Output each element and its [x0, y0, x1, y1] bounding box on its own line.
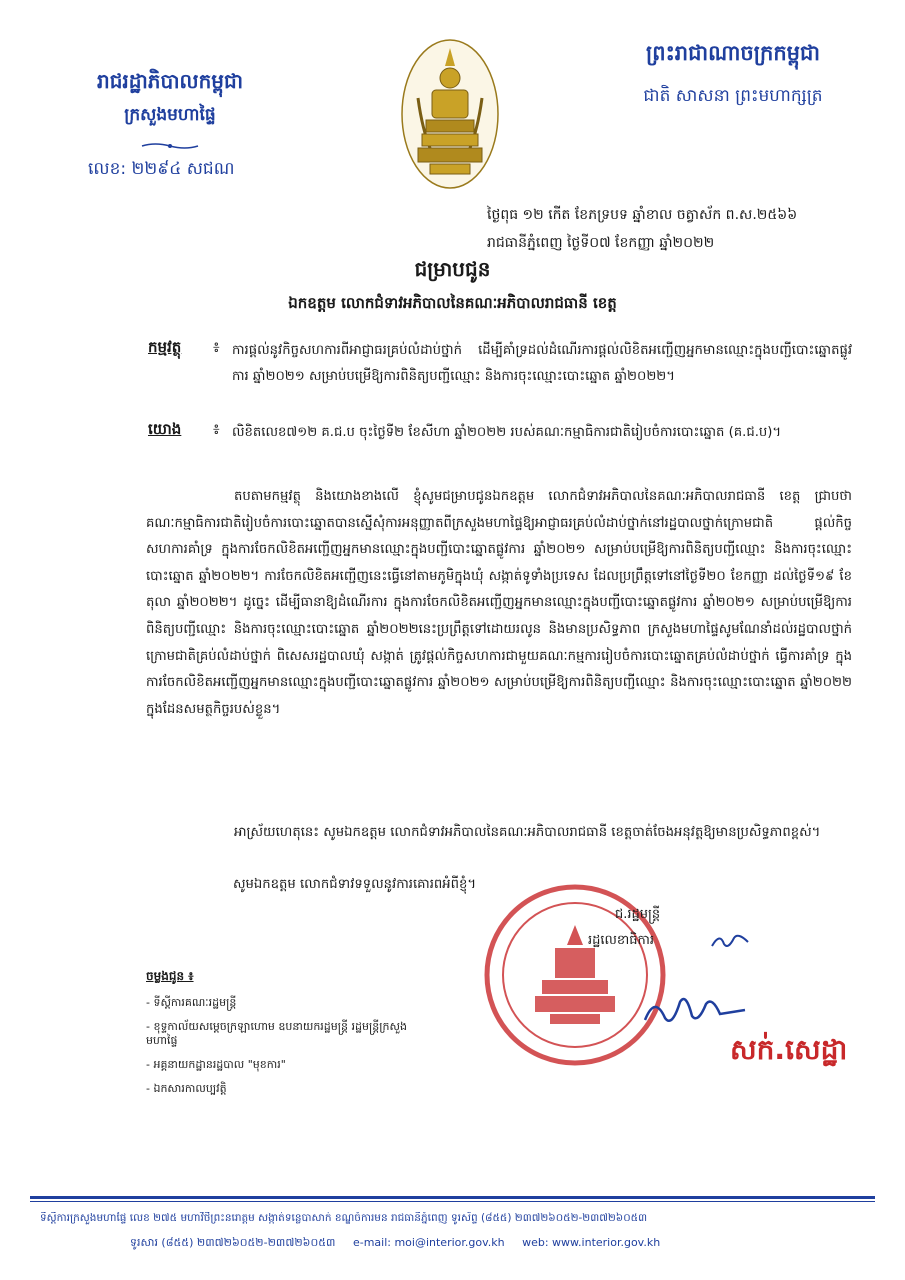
footer-divider — [30, 1196, 875, 1199]
lunar-date: ថ្ងៃពុធ ១២ កើត ខែភទ្របទ ឆ្នាំខាល ចត្វាស័ក ព.ស.២៥៦៦ — [487, 207, 798, 223]
reference-colon: ៖ — [213, 420, 220, 438]
kingdom-name: ព្រះរាជាណាចក្រកម្ពុជា — [645, 41, 820, 65]
reference-label: យោង — [148, 420, 182, 438]
ornament-icon — [140, 142, 200, 150]
letter-title: ជម្រាបជូន — [414, 257, 491, 281]
cc-item: - ខុទ្ទកាល័យសម្តេចក្រឡាហោម ឧបនាយករដ្ឋមន្ត្រី រដ្ឋមន្ត្រីក្រសួងមហាផ្ទៃ — [146, 1020, 407, 1047]
footer-contact — [130, 1236, 674, 1252]
subject-label: កម្មវត្ថុ — [148, 338, 182, 356]
ministry-name: ក្រសួងមហាផ្ទៃ — [124, 105, 216, 125]
footer-divider-thin — [30, 1201, 875, 1202]
cc-list — [146, 996, 436, 1106]
subject-text: ការផ្តល់នូវកិច្ចសហការពីអាជ្ញាធរគ្រប់លំដាប់ថ្នាក់ ដើម្បីគាំទ្រដល់ដំណើរការផ្តល់លិខិតអញ្ជើញអ្នកមានឈ្មោះក្នុងបញ្ជីបោះឆ្នោតផ្លូវការ ឆ្នាំ២០២១ សម្រាប់បម្រើឱ្យការពិនិត្យបញ្ជីឈ្មោះ និងការចុះឈ្មោះបោះឆ្នោត ឆ្នាំ២០២២។ — [232, 343, 852, 384]
body-paragraph-2: អាស្រ័យហេតុនេះ សូមឯកឧត្តម លោកជំទាវអភិបាលនៃគណៈអភិបាលរាជធានី ខេត្តចាត់ចែងអនុវត្តឱ្យមានប្រសិទ្ធភាពខ្ពស់។ — [234, 825, 821, 840]
reference-text: លិខិតលេខ៧១២ គ.ជ.ប ចុះថ្ងៃទី២ ខែសីហា ឆ្នាំ២០២២ របស់គណៈកម្មាធិការជាតិរៀបចំការបោះឆ្នោត (គ.ជ.ប)។ — [232, 425, 782, 440]
footer-web[interactable]: web: www.interior.gov.kh — [522, 1236, 661, 1249]
government-name: រាជរដ្ឋាភិបាលកម្ពុជា — [97, 69, 243, 93]
body-paragraph-1: តបតាមកម្មវត្ថុ និងយោងខាងលើ ខ្ញុំសូមជម្រាបជូនឯកឧត្តម លោកជំទាវអភិបាលនៃគណៈអភិបាលរាជធានី ខេត្ត ជ្រាបថា គណៈកម្មាធិការជាតិរៀបចំការបោះឆ្នោតបានស្នើសុំការអនុញ្ញាតពីក្រសួងមហាផ្ទៃឱ្យអាជ្ញាធរគ្រប់លំដាប់ថ្នាក់នៅរដ្ឋបាលថ្នាក់ក្រោមជាតិ ផ្តល់កិច្ចសហការគាំទ្រ ក្នុងការចែកលិខិតអញ្ជើញអ្នកមានឈ្មោះក្នុងបញ្ជីបោះឆ្នោតផ្លូវការ ឆ្នាំ២០២១ សម្រាប់បម្រើឱ្យការពិនិត្យបញ្ជីឈ្មោះ និងការចុះឈ្មោះបោះឆ្នោត ឆ្នាំ២០២២។ ការចែកលិខិតអញ្ជើញនេះធ្វើនៅតាមភូមិក្នុងឃុំ សង្កាត់ទូទាំងប្រទេស ដែលប្រព្រឹត្តទៅនៅថ្ងៃទី២០ ខែកញ្ញា ដល់ថ្ងៃទី១៩ ខែតុលា ឆ្នាំ២០២២។ ដូច្នេះ ដើម្បីធានាឱ្យដំណើរការ ក្នុងការចែកលិខិតអញ្ជើញអ្នកមានឈ្មោះក្នុងបញ្ជីបោះឆ្នោតផ្លូវការ ឆ្នាំ២០២១ សម្រាប់បម្រើឱ្យការពិនិត្យបញ្ជីឈ្មោះ និងការចុះឈ្មោះបោះឆ្នោត ឆ្នាំ២០២២នេះប្រព្រឹត្តទៅដោយរលូន និងមានប្រសិទ្ធភាព ក្រសួងមហាផ្ទៃសូមណែនាំដល់រដ្ឋបាលថ្នាក់ក្រោមជាតិគ្រប់លំដាប់ថ្នាក់ ពិសេសរដ្ឋបាលឃុំ សង្កាត់ ត្រូវផ្តល់កិច្ចសហការជាមួយគណៈកម្មការរៀបចំការបោះឆ្នោតគ្រប់លំដាប់ថ្នាក់ ធ្វើការគាំទ្រ ក្នុងការចែកលិខិតអញ្ជើញអ្នកមានឈ្មោះក្នុងបញ្ជីបោះឆ្នោតផ្លូវការ ឆ្នាំ២០២១ សម្រាប់បម្រើឱ្យការពិនិត្យបញ្ជីឈ្មោះ និងការចុះឈ្មោះបោះឆ្នោត ឆ្នាំ២០២២ ក្នុងដែនសមត្ថកិច្ចរបស់ខ្លួន។ — [146, 489, 852, 717]
cc-title: ចម្លងជូន ៖ — [146, 969, 194, 983]
royal-emblem-icon — [400, 38, 500, 190]
initial-mark-icon — [710, 930, 750, 952]
national-motto: ជាតិ សាសនា ព្រះមហាក្សត្រ — [643, 86, 823, 106]
reference-number: លេខ: ២២៩៤ សជណ — [88, 159, 235, 179]
signatory-name: សក់.សេដ្ឋា — [730, 1033, 848, 1066]
signature-title-1: ជ.រដ្ឋមន្ត្រី — [615, 907, 661, 922]
kingdom-header — [598, 40, 868, 110]
cc-item: - ទីស្តីការគណៈរដ្ឋមន្ត្រី — [146, 996, 237, 1009]
footer-email[interactable]: e-mail: moi@interior.gov.kh — [352, 1236, 505, 1249]
solar-date: រាជធានីភ្នំពេញ ថ្ងៃទី០៧ ខែកញ្ញា ឆ្នាំ២០២២ — [487, 235, 715, 251]
footer-fax: ទូរសារ (៨៥៥) ២៣៧២៦០៥២-២៣៧២៦០៥៣ — [130, 1236, 336, 1249]
signature-title-2: រដ្ឋលេខាធិការ — [588, 933, 655, 948]
letter-recipient: ឯកឧត្តម លោកជំទាវអភិបាលនៃគណៈអភិបាលរាជធានី ខេត្ត — [288, 294, 617, 312]
cc-item: - អគ្គនាយកដ្ឋានរដ្ឋបាល "មុខការ" — [146, 1058, 286, 1071]
ministry-header — [70, 68, 270, 129]
footer-address: ទីស្តីការក្រសួងមហាផ្ទៃ លេខ ២៧៥ មហាវិថីព្រះនរោត្តម សង្កាត់ទន្លេបាសាក់ ខណ្ឌចំការមន រាជធានីភ្នំពេញ ទូរស័ព្ទ (៨៥៥) ២៣៧២៦០៥២-២៣៧២៦០៥៣ — [40, 1212, 648, 1224]
handwritten-signature-icon — [640, 990, 750, 1030]
subject-colon: ៖ — [213, 338, 220, 356]
closing-line: សូមឯកឧត្តម លោកជំទាវទទួលនូវការគោរពអំពីខ្ញុំ។ — [233, 877, 477, 892]
cc-item: - ឯកសារកាលប្បវត្តិ — [146, 1082, 227, 1095]
